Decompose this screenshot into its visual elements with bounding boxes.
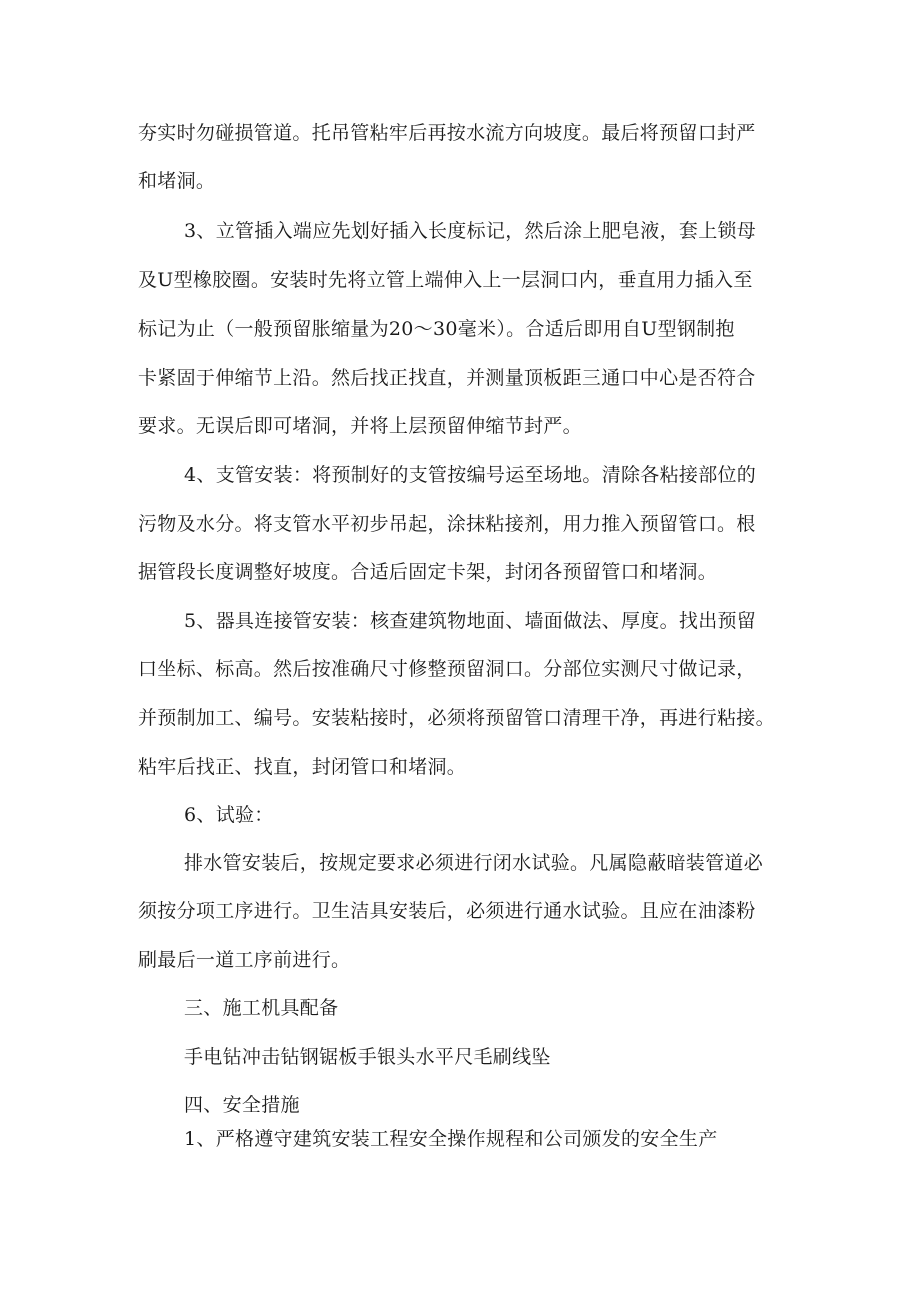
- paragraph-line: 据管段长度调整好坡度。合适后固定卡架，封闭各预留管口和堵洞。: [138, 561, 718, 583]
- paragraph-line: 卡紧固于伸缩节上沿。然后找正找直，并测量顶板距三通口中心是否符合: [138, 367, 756, 389]
- paragraph-line: 5、器具连接管安装：核查建筑物地面、墙面做法、厚度。找出预留: [184, 610, 757, 632]
- paragraph-line: 3、立管插入端应先划好插入长度标记，然后涂上肥皂液，套上锁母: [184, 220, 757, 242]
- paragraph-line: 4、支管安装：将预制好的支管按编号运至场地。清除各粘接部位的: [184, 464, 757, 486]
- paragraph-line: 1、严格遵守建筑安装工程安全操作规程和公司颁发的安全生产: [184, 1128, 718, 1150]
- paragraph-line: 须按分项工序进行。卫生洁具安装后，必须进行通水试验。且应在油漆粉: [138, 900, 756, 922]
- paragraph-line: 并预制加工、编号。安装粘接时，必须将预留管口清理干净，再进行粘接。: [138, 707, 775, 729]
- paragraph-line: 和堵洞。: [138, 170, 216, 192]
- section-heading: 6、试验：: [184, 804, 274, 826]
- paragraph-line: 夯实时勿碰损管道。托吊管粘牢后再按水流方向坡度。最后将预留口封严: [138, 122, 756, 144]
- paragraph-line: 污物及水分。将支管水平初步吊起，涂抹粘接剂，用力推入预留管口。根: [138, 513, 756, 535]
- paragraph-line: 刷最后一道工序前进行。: [138, 949, 351, 971]
- paragraph-line: 要求。无误后即可堵洞，并将上层预留伸缩节封严。: [138, 415, 582, 437]
- section-heading: 三、施工机具配备: [184, 997, 339, 1019]
- paragraph-line: 排水管安装后，按规定要求必须进行闭水试验。凡属隐蔽暗装管道必: [184, 852, 764, 874]
- paragraph-line: 粘牢后找正、找直，封闭管口和堵洞。: [138, 756, 467, 778]
- section-heading: 四、安全措施: [184, 1094, 300, 1116]
- paragraph-line: 手电钻冲击钻钢锯板手银头水平尺毛刷线坠: [184, 1046, 551, 1068]
- paragraph-line: 口坐标、标高。然后按准确尺寸修整预留洞口。分部位实测尺寸做记录，: [138, 658, 756, 680]
- paragraph-line: 及U型橡胶圈。安装时先将立管上端伸入上一层洞口内，垂直用力插入至: [138, 269, 753, 291]
- paragraph-line: 标记为止（一般预留胀缩量为20～30毫米）。合适后即用自U型钢制抱: [138, 318, 735, 340]
